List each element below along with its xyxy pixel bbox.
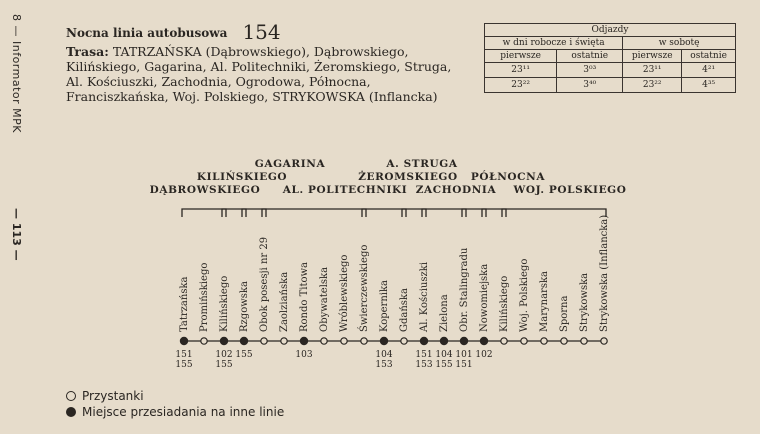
legend-item-stop <box>66 388 284 404</box>
legend-transfer-label: Miejsce przesiadania na inne linie <box>82 405 285 419</box>
street-label: PÓŁNOCNA <box>470 171 546 183</box>
stop-name: Rzgowska <box>239 281 250 332</box>
stop-name: Marynarska <box>539 271 550 332</box>
street-label: A. STRUGA <box>386 158 458 170</box>
transfer-stop-marker <box>300 337 307 344</box>
street-bracket <box>262 209 366 217</box>
stop-name: Obok posesji nr 29 <box>259 236 270 332</box>
stop-marker <box>601 338 607 344</box>
stop-name: Strykowska (Inflancka) <box>599 214 610 332</box>
transfer-line-number: 153 <box>415 360 433 370</box>
stop-name: Zielona <box>439 294 450 332</box>
route-text: TATRZAŃSKA (Dąbrowskiego), Dąbrowskiego, Kilińskiego, Gagarina, Al. Politechniki, Żeromskiego, Struga, Al. Kościuszki, Zachodnia, Ogrodowa, Północna, Franciszkańska, Woj. Polskiego, STRYKOWSKA (Inflancka) <box>66 44 452 104</box>
stop-marker <box>201 338 207 344</box>
stop-marker <box>541 338 547 344</box>
stop-name: Kopernika <box>379 280 390 332</box>
stop-marker <box>521 338 527 344</box>
transfer-line-number: 155 <box>215 360 233 370</box>
transfer-line-number: 151 <box>415 350 433 360</box>
stop-marker <box>321 338 327 344</box>
stop-marker <box>341 338 347 344</box>
street-label: GAGARINA <box>254 158 326 170</box>
stop-name: Kilińskiego <box>499 275 510 332</box>
time-cell: 23¹¹ <box>623 63 682 78</box>
street-label: KILIŃSKIEGO <box>196 171 288 183</box>
stop-marker <box>401 338 407 344</box>
street-label: DĄBROWSKIEGO <box>149 184 261 196</box>
transfer-line-number: 104 <box>435 350 453 360</box>
stop-name: Al. Kościuszki <box>419 261 430 332</box>
route-label: Trasa: <box>66 44 109 59</box>
stop-name: Obr. Stalingradu <box>459 247 470 332</box>
time-cell: 4³⁵ <box>682 78 736 93</box>
stop-marker <box>261 338 267 344</box>
transfer-stop-marker <box>440 337 447 344</box>
transfer-line-number: 101 <box>455 350 473 360</box>
route-description <box>66 44 466 104</box>
departures-title: Odjazdy <box>485 24 736 37</box>
transfer-stop-marker <box>220 337 227 344</box>
running-header: 8 — Informator MPK <box>10 14 23 133</box>
street-bracket <box>502 209 606 217</box>
group-weekday: w dni robocze i święta <box>485 37 623 50</box>
stop-name: Woj. Polskiego <box>519 258 530 332</box>
departures-table <box>484 23 736 93</box>
open-circle-icon <box>66 391 76 401</box>
stop-name: Rondo Titowa <box>299 261 310 332</box>
transfer-stop-marker <box>480 337 487 344</box>
street-label: AL. POLITECHNIKI <box>282 184 408 196</box>
transfer-line-number: 102 <box>475 350 493 360</box>
time-cell: 3⁴⁰ <box>557 78 623 93</box>
legend <box>66 388 284 420</box>
street-label: ZACHODNIA <box>415 184 497 196</box>
transfer-line-number: 102 <box>215 350 233 360</box>
stop-name: Wróblewskiego <box>339 254 350 332</box>
time-cell: 4²¹ <box>682 63 736 78</box>
transfer-stop-marker <box>420 337 427 344</box>
stop-marker <box>281 338 287 344</box>
transfer-line-number: 104 <box>375 350 393 360</box>
street-bracket <box>422 209 466 217</box>
stop-name: Nowomiejska <box>479 263 490 332</box>
time-cell: 3⁰³ <box>557 63 623 78</box>
stop-name: Gdańska <box>399 288 410 332</box>
filled-circle-icon <box>66 407 76 417</box>
line-type-label: Nocna linia autobusowa <box>66 26 228 40</box>
stop-marker <box>581 338 587 344</box>
route-diagram <box>0 150 760 390</box>
stop-name: Strykowska <box>579 272 590 332</box>
transfer-stop-marker <box>240 337 247 344</box>
stop-name: Promińskiego <box>199 262 210 332</box>
page-number: — 113 — <box>10 208 23 261</box>
transfer-line-number: 151 <box>175 350 193 360</box>
stop-marker <box>361 338 367 344</box>
transfer-line-number: 155 <box>175 360 193 370</box>
time-cell: 23²² <box>623 78 682 93</box>
legend-stop-label: Przystanki <box>82 389 144 403</box>
transfer-stop-marker <box>380 337 387 344</box>
stop-name: Zaolziańska <box>279 271 290 332</box>
line-number: 154 <box>242 20 281 44</box>
stop-marker <box>561 338 567 344</box>
transfer-stop-marker <box>460 337 467 344</box>
time-cell: 23¹¹ <box>485 63 557 78</box>
stop-name: Sporna <box>559 295 570 332</box>
transfer-line-number: 153 <box>375 360 393 370</box>
transfer-stop-marker <box>180 337 187 344</box>
col-header: ostatnie <box>682 50 736 63</box>
street-label: ŻEROMSKIEGO <box>358 171 458 183</box>
stop-name: Obywatelska <box>319 266 330 332</box>
street-bracket <box>362 209 406 217</box>
street-bracket <box>182 209 226 217</box>
stop-name: Świerczewskiego <box>359 244 370 332</box>
col-header: ostatnie <box>557 50 623 63</box>
time-cell: 23²² <box>485 78 557 93</box>
stop-marker <box>501 338 507 344</box>
stop-name: Kilińskiego <box>219 275 230 332</box>
street-label: WOJ. POLSKIEGO <box>513 184 627 196</box>
transfer-line-number: 103 <box>295 350 313 360</box>
col-header: pierwsze <box>485 50 557 63</box>
line-header <box>66 18 281 42</box>
col-header: pierwsze <box>623 50 682 63</box>
legend-item-transfer <box>66 404 284 420</box>
stop-name: Tatrzańska <box>179 276 190 332</box>
transfer-line-number: 151 <box>455 360 473 370</box>
group-saturday: w sobotę <box>623 37 736 50</box>
transfer-line-number: 155 <box>435 360 453 370</box>
transfer-line-number: 155 <box>235 350 253 360</box>
